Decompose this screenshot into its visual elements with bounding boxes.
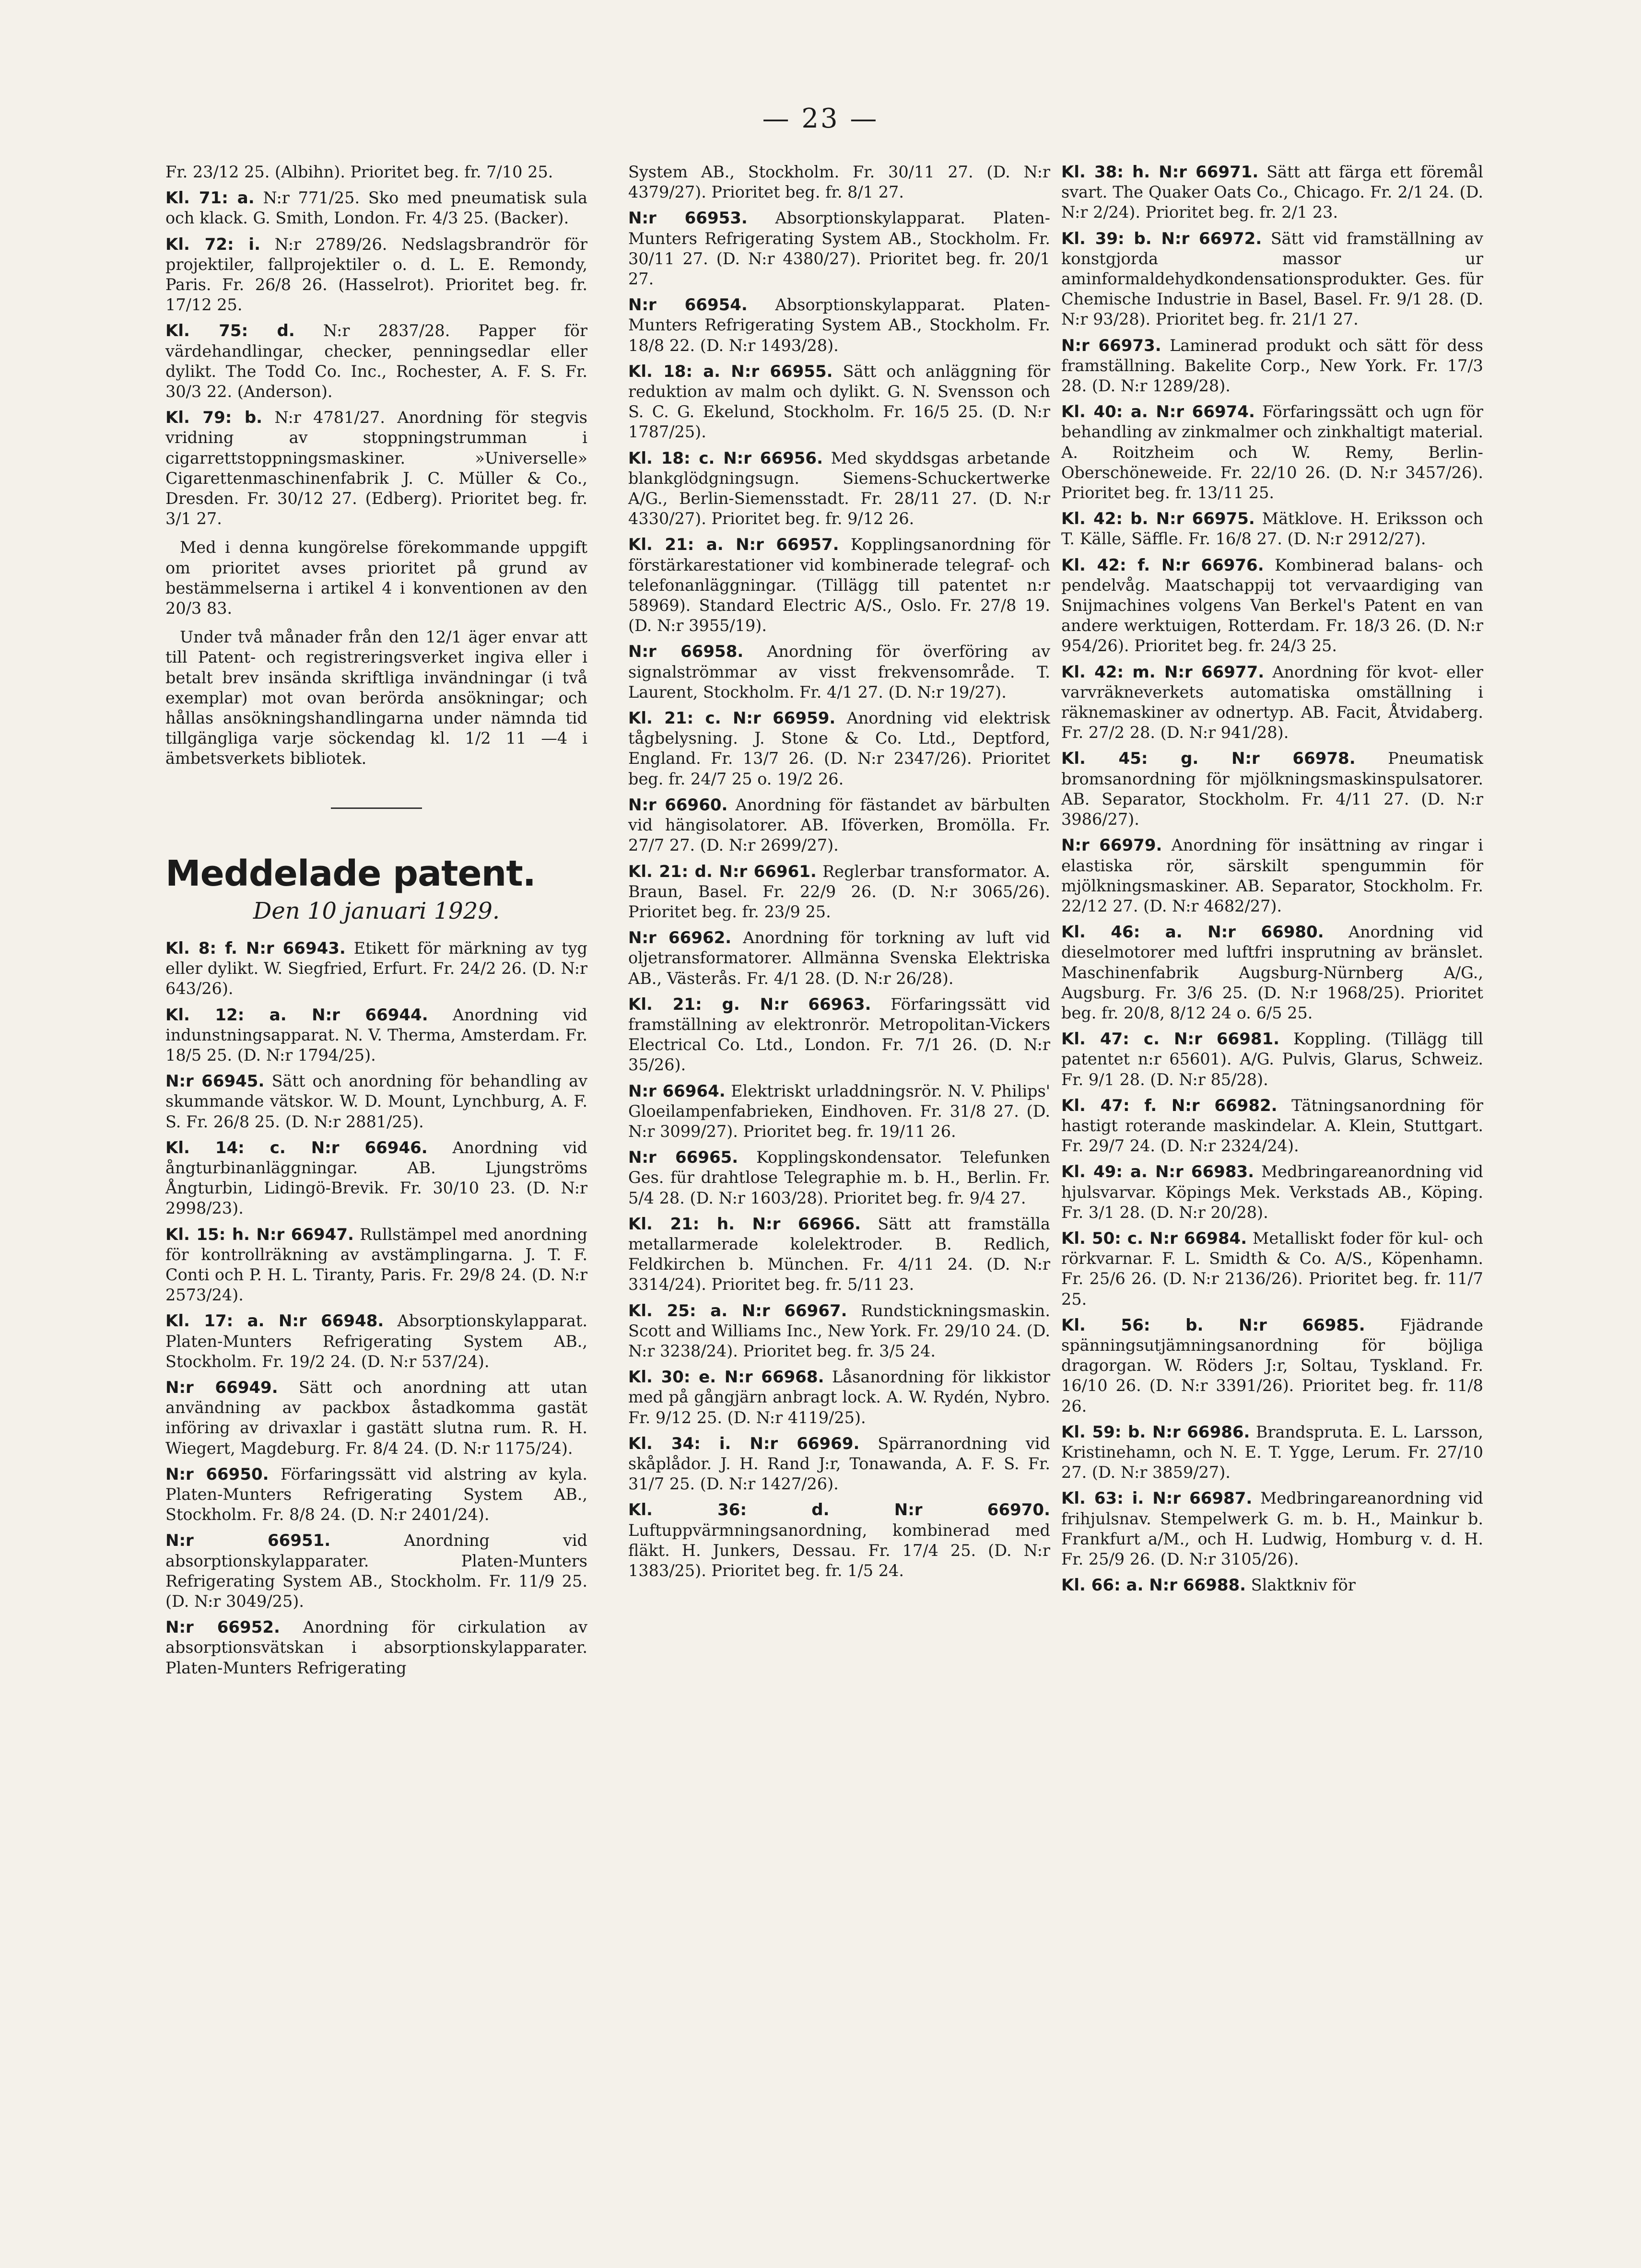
section-heading: Meddelade patent. — [165, 853, 536, 894]
page-number: — 23 — — [762, 103, 879, 134]
patent-entry — [165, 234, 587, 316]
entry-text: Kopplingsanordning för förstärkarestationer vid kombinerade telegraf- och telefonanläggningar. (Tillägg till patentet n:r 58969). Standard Electric A/S., Oslo. Fr. 27/8 19. (D. N:r 3955/19). — [628, 535, 1050, 635]
entry-text: Kombinerad balans- och pendelvåg. Maatschappij tot vervaardiging van Snijmachines volgens Van Berkel's Patent en van andere werktuigen, Rotterdam. Fr. 18/3 26. (D. N:r 954/26). Prioritet beg. fr. 24/3 25. — [1061, 555, 1484, 655]
column-1 — [165, 162, 587, 1684]
pre-entries — [165, 162, 587, 529]
patent-entry — [165, 1225, 587, 1306]
entry-heading: Kl. 21: d. N:r 66961. — [628, 862, 817, 881]
entry-heading: Kl. 49: a. N:r 66983. — [1061, 1162, 1254, 1182]
entry-text: Sätt att färga ett föremål svart. The Quaker Oats Co., Chicago. Fr. 2/1 24. (D. N:r 2/24). Prioritet beg. fr. 2/1 23. — [1061, 163, 1483, 222]
entry-heading: N:r 66953. — [628, 209, 748, 228]
entry-text: Brandspruta. E. L. Larsson, Kristinehamn, och N. E. T. Ygge, Lerum. Fr. 27/10 27. (D. N:r 3859/27). — [1061, 1422, 1483, 1482]
patent-entry — [165, 188, 587, 228]
entry-text: Slaktkniv för — [1251, 1576, 1356, 1595]
entry-text: Anordning för torkning av luft vid oljetransformatorer. Allmänna Svenska Elektriska AB., Västerås. Fr. 4/1 28. (D. N:r 26/28). — [628, 928, 1050, 988]
patent-entry — [1061, 509, 1483, 549]
patent-entry — [628, 1434, 1050, 1495]
entry-text: Anordning för överföring av signalströmmar av visst frekvensområde. T. Laurent, Stockholm. Fr. 4/1 27. (D. N:r 19/27). — [628, 642, 1050, 701]
patent-entry — [628, 795, 1050, 856]
post-entries — [165, 938, 587, 1678]
patent-entry — [628, 1081, 1050, 1142]
entry-text: N:r 2789/26. Nedslagsbrandrör för projektiler, fallprojektiler o. d. L. E. Remondy, Paris. Fr. 26/8 26. (Hasselrot). Prioritet beg. fr. 17/12 25. — [165, 234, 587, 315]
entry-heading: Kl. 21: a. N:r 66957. — [628, 535, 839, 555]
entry-text: Anordning vid indunstningsapparat. N. V. Therma, Amsterdam. Fr. 18/5 25. (D. N:r 1794/25). — [165, 1005, 587, 1064]
entry-heading: N:r 66950. — [165, 1464, 269, 1484]
entry-text: Sätt och anordning att utan användning av packbox åstadkomma gastät införing av drivaxlar i gastätt slutna rum. R. H. Wiegert, Magdeburg. Fr. 8/4 24. (D. N:r 1175/24). — [165, 1378, 588, 1458]
entry-heading: Kl. 63: i. N:r 66987. — [1061, 1489, 1253, 1508]
entry-heading: N:r 66945. — [165, 1072, 265, 1091]
entry-text: Fjädrande spänningsutjämningsanordning för böjliga dragorgan. W. Röders J:r, Soltau, Tyskland. Fr. 16/10 26. (D. N:r 3391/26). Prioritet beg. fr. 11/8 26. — [1061, 1315, 1483, 1415]
entry-heading: Kl. 42: f. N:r 66976. — [1061, 555, 1264, 575]
entry-text: Etikett för märkning av tyg eller dylikt. W. Siegfried, Erfurt. Fr. 24/2 26. (D. N:r 643/26). — [165, 938, 588, 998]
patent-entry — [1061, 1422, 1483, 1483]
entry-heading: Kl. 21: h. N:r 66966. — [628, 1214, 861, 1234]
entry-text: Förfaringssätt vid alstring av kyla. Platen-Munters Refrigerating System AB., Stockholm. Fr. 8/8 24. (D. N:r 2401/24). — [165, 1464, 587, 1524]
entry-heading: N:r 66954. — [628, 295, 748, 315]
entry-text: N:r 2837/28. Papper för värdehandlingar, checker, penningsedlar eller dylikt. The Todd Co. Inc., Rochester, A. F. S. Fr. 30/3 22. (Anderson). — [165, 321, 587, 401]
section-date: Den 10 januari 1929. — [253, 897, 500, 924]
patent-entry — [628, 448, 1050, 529]
patent-entry — [1061, 336, 1483, 397]
patent-entry — [165, 1005, 587, 1066]
patent-entry — [1061, 1575, 1483, 1595]
entry-text: Låsanordning för likkistor med på gångjärn anbragt lock. A. W. Rydén, Nybro. Fr. 9/12 25. (D. N:r 4119/25). — [628, 1368, 1050, 1427]
patent-entry — [165, 938, 587, 999]
entry-text: Tätningsanordning för hastigt roterande maskindelar. A. Klein, Stuttgart. Fr. 29/7 24. (D. N:r 2324/24). — [1061, 1096, 1484, 1156]
entry-text: Luftuppvärmningsanordning, kombinerad med fläkt. H. Junkers, Dessau. Fr. 17/4 25. (D. N:r 1383/25). Prioritet beg. fr. 1/5 24. — [628, 1520, 1050, 1580]
patent-entry — [165, 162, 587, 182]
entry-text: Anordning för insättning av ringar i elastiska rör, särskilt spengummin för mjölkningsmaskiner. AB. Separator, Stockholm. Fr. 22/12 27. (D. N:r 4682/27). — [1061, 836, 1483, 915]
entry-heading: Kl. 75: d. — [165, 321, 295, 341]
patent-entry — [628, 1367, 1050, 1428]
entry-text: Förfaringssätt vid framställning av elektronrör. Metropolitan-Vickers Electrical Co. Ltd., London. Fr. 7/1 26. (D. N:r 35/26). — [628, 994, 1051, 1075]
entry-text: N:r 771/25. Sko med pneumatisk sula och klack. G. Smith, London. Fr. 4/3 25. (Backer). — [165, 188, 588, 228]
patent-entry — [628, 642, 1050, 702]
entry-heading: N:r 66965. — [628, 1148, 738, 1168]
entry-text: Anordning vid absorptionskylapparater. Platen-Munters Refrigerating System AB., Stockholm. Fr. 11/9 25. (D. N:r 3049/25). — [165, 1531, 587, 1611]
entry-heading: Kl. 79: b. — [165, 408, 263, 428]
entry-heading: N:r 66958. — [628, 642, 744, 662]
patent-entry — [1061, 1488, 1483, 1569]
entry-text: Fr. 23/12 25. (Albihn). Prioritet beg. fr. 7/10 25. — [165, 163, 553, 181]
entry-text: Sätt och anordning för behandling av skummande vätskor. W. D. Mount, Lynchburg, A. F. S. Fr. 26/8 25. (D. N:r 2881/25). — [165, 1072, 587, 1131]
patent-entry — [165, 1071, 587, 1132]
column-3 — [1061, 162, 1483, 1601]
entry-text: Koppling. (Tillägg till patentet n:r 65601). A/G. Pulvis, Glarus, Schweiz. Fr. 9/1 28. (D. N:r 85/28). — [1061, 1029, 1483, 1089]
patent-entry — [628, 535, 1050, 636]
entry-text: Rullstämpel med anordning för kontrollräkning av avstämplingarna. J. T. F. Conti och P. H. L. Tiranty, Paris. Fr. 29/8 24. (D. N:r 2573/24). — [165, 1225, 587, 1305]
entry-heading: Kl. 40: a. N:r 66974. — [1061, 402, 1255, 422]
patent-entry — [1061, 1096, 1483, 1157]
entry-heading: N:r 66964. — [628, 1081, 726, 1101]
entry-heading: Kl. 39: b. N:r 66972. — [1061, 229, 1262, 248]
entry-text: Absorptionskylapparat. Platen-Munters Refrigerating System AB., Stockholm. Fr. 19/2 24. (D. N:r 537/24). — [165, 1311, 587, 1371]
entry-text: Rundstickningsmaskin. Scott and Williams Inc., New York. Fr. 29/10 24. (D. N:r 3238/24). Prioritet beg. fr. 3/5 24. — [628, 1301, 1050, 1360]
entry-heading: Kl. 30: e. N:r 66968. — [628, 1368, 824, 1387]
entry-text: Metalliskt foder för kul- och rörkvarnar. F. L. Smidth & Co. A/S., Köpenhamn. Fr. 25/6 26. (D. N:r 2136/26). Prioritet beg. fr. 11/7 25. — [1061, 1228, 1483, 1309]
patent-entry — [628, 295, 1050, 356]
entry-text: Laminerad produkt och sätt för dess framställning. Bakelite Corp., New York. Fr. 17/3 28. (D. N:r 1289/28). — [1061, 336, 1483, 396]
entry-heading: Kl. 17: a. N:r 66948. — [165, 1311, 384, 1331]
entry-text: Medbringareanordning vid frihjulsnav. Stempelwerk G. m. b. H., Mainkur b. Frankfurt a/M., och H. Ludwig, Homburg v. d. H. Fr. 25/9 26. (D. N:r 3105/26). — [1061, 1489, 1483, 1568]
entry-heading: Kl. 66: a. N:r 66988. — [1061, 1576, 1246, 1595]
patent-entry — [165, 408, 587, 529]
entry-text: Sätt att framställa metallarmerade kolelektroder. B. Redlich, Feldkirchen b. München. Fr. 4/11 24. (D. N:r 3314/24). Prioritet beg. fr. 5/11 23. — [628, 1214, 1050, 1294]
entry-heading: N:r 66952. — [165, 1618, 280, 1637]
entry-heading: Kl. 42: m. N:r 66977. — [1061, 662, 1265, 682]
entry-heading: Kl. 59: b. N:r 66986. — [1061, 1422, 1250, 1442]
patent-entry — [165, 1531, 587, 1612]
entry-heading: N:r 66973. — [1061, 336, 1161, 355]
entry-text: Anordning vid ångturbinanläggningar. AB. Ljungströms Ångturbin, Lidingö-Brevik. Fr. 30/10 23. (D. N:r 2998/23). — [165, 1138, 587, 1218]
patent-entry — [165, 1464, 587, 1525]
patent-entry — [628, 1500, 1050, 1581]
patent-entry — [628, 1214, 1050, 1295]
entry-heading: Kl. 56: b. N:r 66985. — [1061, 1315, 1365, 1335]
entry-text: Reglerbar transformator. A. Braun, Basel. Fr. 22/9 26. (D. N:r 3065/26). Prioritet beg. fr. 23/9 25. — [628, 862, 1051, 921]
paragraph-objections: Under två månader från den 12/1 äger envar att till Patent- och registreringsverket ingiva eller i betalt brev insända skriftliga invändningar (i två exemplar) mot ovan berörda ansökningar; och hållas ansökningshandlingarna under nämnda tid tillgängliga varje söckendag kl. 1/2 11 —4 i ämbetsverkets bibliotek. — [165, 628, 587, 768]
entry-heading: Kl. 72: i. — [165, 234, 260, 254]
entry-text: Anordning vid dieselmotorer med luftfri insprutning av bränslet. Maschinenfabrik Augsburg-Nürnberg A/G., Augsburg. Fr. 3/6 25. (D. N:r 1968/25). Prioritet beg. fr. 20/8, 8/12 24 o. 6/5 25. — [1061, 923, 1483, 1022]
patent-entry — [628, 708, 1050, 789]
entry-text: Kopplingskondensator. Telefunken Ges. für drahtlose Telegraphie m. b. H., Berlin. Fr. 5/4 28. (D. N:r 1603/28). Prioritet beg. fr. 9/4 27. — [628, 1148, 1050, 1207]
entry-heading: Kl. 50: c. N:r 66984. — [1061, 1228, 1247, 1248]
patent-entry — [628, 1147, 1050, 1208]
patent-entry — [628, 362, 1050, 443]
entry-text: Medbringareanordning vid hjulsvarvar. Köpings Mek. Verkstads AB., Köping. Fr. 3/1 28. (D. N:r 20/28). — [1061, 1162, 1483, 1222]
patent-entry — [1061, 555, 1483, 656]
entry-heading: Kl. 12: a. N:r 66944. — [165, 1005, 428, 1025]
patent-entry — [1061, 1162, 1483, 1223]
patent-entry — [628, 928, 1050, 989]
entry-text: Absorptionskylapparat. Platen-Munters Refrigerating System AB., Stockholm. Fr. 30/11 27. (D. N:r 4380/27). Prioritet beg. fr. 20/1 27. — [628, 209, 1051, 289]
patent-entry — [1061, 162, 1483, 223]
section-divider — [331, 807, 422, 809]
entry-heading: Kl. 36: d. N:r 66970. — [628, 1500, 1050, 1520]
entry-heading: Kl. 71: a. — [165, 188, 255, 208]
entry-heading: N:r 66962. — [628, 928, 732, 948]
patent-entry — [165, 1138, 587, 1219]
patent-entry — [1061, 1228, 1483, 1309]
patent-entry — [628, 162, 1050, 202]
entry-heading: Kl. 38: h. N:r 66971. — [1061, 163, 1259, 182]
entry-text: N:r 4781/27. Anordning för stegvis vridning av stoppningstrumman i cigarrettstoppningsmaskiner. »Universelle» Cigarettenmaschinenfabrik J. C. Müller & Co., Dresden. Fr. 30/12 27. (Edberg). Prioritet beg. fr. 3/1 27. — [165, 408, 587, 528]
patent-entry — [1061, 748, 1483, 830]
patent-entry — [628, 994, 1050, 1076]
patent-entry — [165, 1378, 587, 1459]
entry-heading: Kl. 8: f. N:r 66943. — [165, 938, 346, 958]
patent-entry — [628, 208, 1050, 289]
entry-text: Absorptionskylapparat. Platen-Munters Refrigerating System AB., Stockholm. Fr. 18/8 22. (D. N:r 1493/28). — [628, 295, 1051, 355]
entry-heading: Kl. 14: c. N:r 66946. — [165, 1138, 428, 1157]
patent-entry — [165, 1617, 587, 1678]
patent-entry — [1061, 1315, 1483, 1416]
entry-heading: Kl. 42: b. N:r 66975. — [1061, 509, 1255, 529]
entry-text: Sätt och anläggning för reduktion av malm och dylikt. G. N. Svensson och S. C. G. Ekelund, Stockholm. Fr. 16/5 25. (D. N:r 1787/25). — [628, 362, 1050, 442]
entry-heading: Kl. 18: c. N:r 66956. — [628, 448, 823, 468]
patent-entry — [1061, 1029, 1483, 1090]
patent-entry — [1061, 835, 1483, 916]
patent-entry — [1061, 402, 1483, 503]
entry-text: Anordning för kvot- eller varvräkneverkets automatiska omställning i räknemaskiner av odnertyp. AB. Facit, Åtvidaberg. Fr. 27/2 28. (D. N:r 941/28). — [1061, 662, 1483, 742]
entry-heading: N:r 66949. — [165, 1378, 278, 1397]
entry-heading: Kl. 18: a. N:r 66955. — [628, 362, 833, 381]
patent-entry — [165, 321, 587, 402]
paragraph-priority: Med i denna kungörelse förekommande uppgift om prioritet avses prioritet på grund av bestämmelserna i artikel 4 i konventionen av den 20/3 83. — [165, 538, 587, 618]
patent-entry — [628, 862, 1050, 923]
entry-heading: Kl. 34: i. N:r 66969. — [628, 1434, 860, 1453]
entry-heading: Kl. 46: a. N:r 66980. — [1061, 923, 1324, 942]
entry-heading: Kl. 25: a. N:r 66967. — [628, 1301, 847, 1321]
entries — [1061, 162, 1483, 1595]
entry-text: Elektriskt urladdningsrör. N. V. Philips' Gloeilampenfabrieken, Eindhoven. Fr. 31/8 27. (D. N:r 3099/27). Prioritet beg. fr. 19/11 26. — [628, 1081, 1050, 1141]
column-2 — [628, 162, 1050, 1587]
entry-text: Pneumatisk bromsanordning för mjölkningsmaskinspulsatorer. AB. Separator, Stockholm. Fr. 4/11 27. (D. N:r 3986/27). — [1061, 749, 1484, 829]
entry-heading: Kl. 21: g. N:r 66963. — [628, 994, 871, 1014]
patent-entry — [165, 1311, 587, 1372]
entries — [628, 162, 1050, 1581]
entry-heading: N:r 66979. — [1061, 836, 1162, 855]
entry-text: Anordning för cirkulation av absorptionsvätskan i absorptionskylapparater. Platen-Munters Refrigerating — [165, 1618, 587, 1677]
entry-heading: Kl. 47: f. N:r 66982. — [1061, 1096, 1278, 1115]
entry-heading: N:r 66951. — [165, 1531, 331, 1551]
entry-heading: Kl. 45: g. N:r 66978. — [1061, 749, 1356, 769]
patent-entry — [628, 1301, 1050, 1362]
entry-text: Spärranordning vid skåplådor. J. H. Rand J:r, Tonawanda, A. F. S. Fr. 31/7 25. (D. N:r 1427/26). — [628, 1434, 1050, 1494]
patent-entry — [1061, 922, 1483, 1023]
entry-text: Anordning för fästandet av bärbulten vid hängisolatorer. AB. Iföverken, Bromölla. Fr. 27/7 27. (D. N:r 2699/27). — [628, 795, 1050, 855]
entry-text: Förfaringssätt och ugn för behandling av zinkmalmer och zinkhaltigt material. A. Roitzheim och W. Remy, Berlin-Oberschöneweide. Fr. 22/10 26. (D. N:r 3457/26). Prioritet beg. fr. 13/11 25. — [1061, 402, 1483, 503]
entry-heading: Kl. 15: h. N:r 66947. — [165, 1225, 354, 1244]
entry-text: Med skyddsgas arbetande blankglödgningsugn. Siemens-Schuckertwerke A/G., Berlin-Siemensstadt. Fr. 28/11 27. (D. N:r 4330/27). Prioritet beg. fr. 9/12 26. — [628, 448, 1050, 528]
entry-text: Mätklove. H. Eriksson och T. Källe, Säffle. Fr. 16/8 27. (D. N:r 2912/27). — [1061, 509, 1483, 549]
patent-entry — [1061, 662, 1483, 743]
entry-heading: Kl. 47: c. N:r 66981. — [1061, 1029, 1280, 1049]
entry-heading: N:r 66960. — [628, 795, 728, 815]
entry-heading: Kl. 21: c. N:r 66959. — [628, 709, 836, 728]
entry-text: System AB., Stockholm. Fr. 30/11 27. (D. N:r 4379/27). Prioritet beg. fr. 8/1 27. — [628, 163, 1050, 202]
entry-text: Sätt vid framställning av konstgjorda massor ur aminformaldehydkondensationsprodukter. Ges. für Chemische Industrie in Basel, Basel. Fr. 9/1 28. (D. N:r 93/28). Prioritet beg. fr. 21/1 27. — [1061, 229, 1483, 329]
patent-entry — [1061, 229, 1483, 330]
entry-text: Anordning vid elektrisk tågbelysning. J. Stone & Co. Ltd., Deptford, England. Fr. 13/7 26. (D. N:r 2347/26). Prioritet beg. fr. 24/7 25 o. 19/2 26. — [628, 709, 1050, 788]
